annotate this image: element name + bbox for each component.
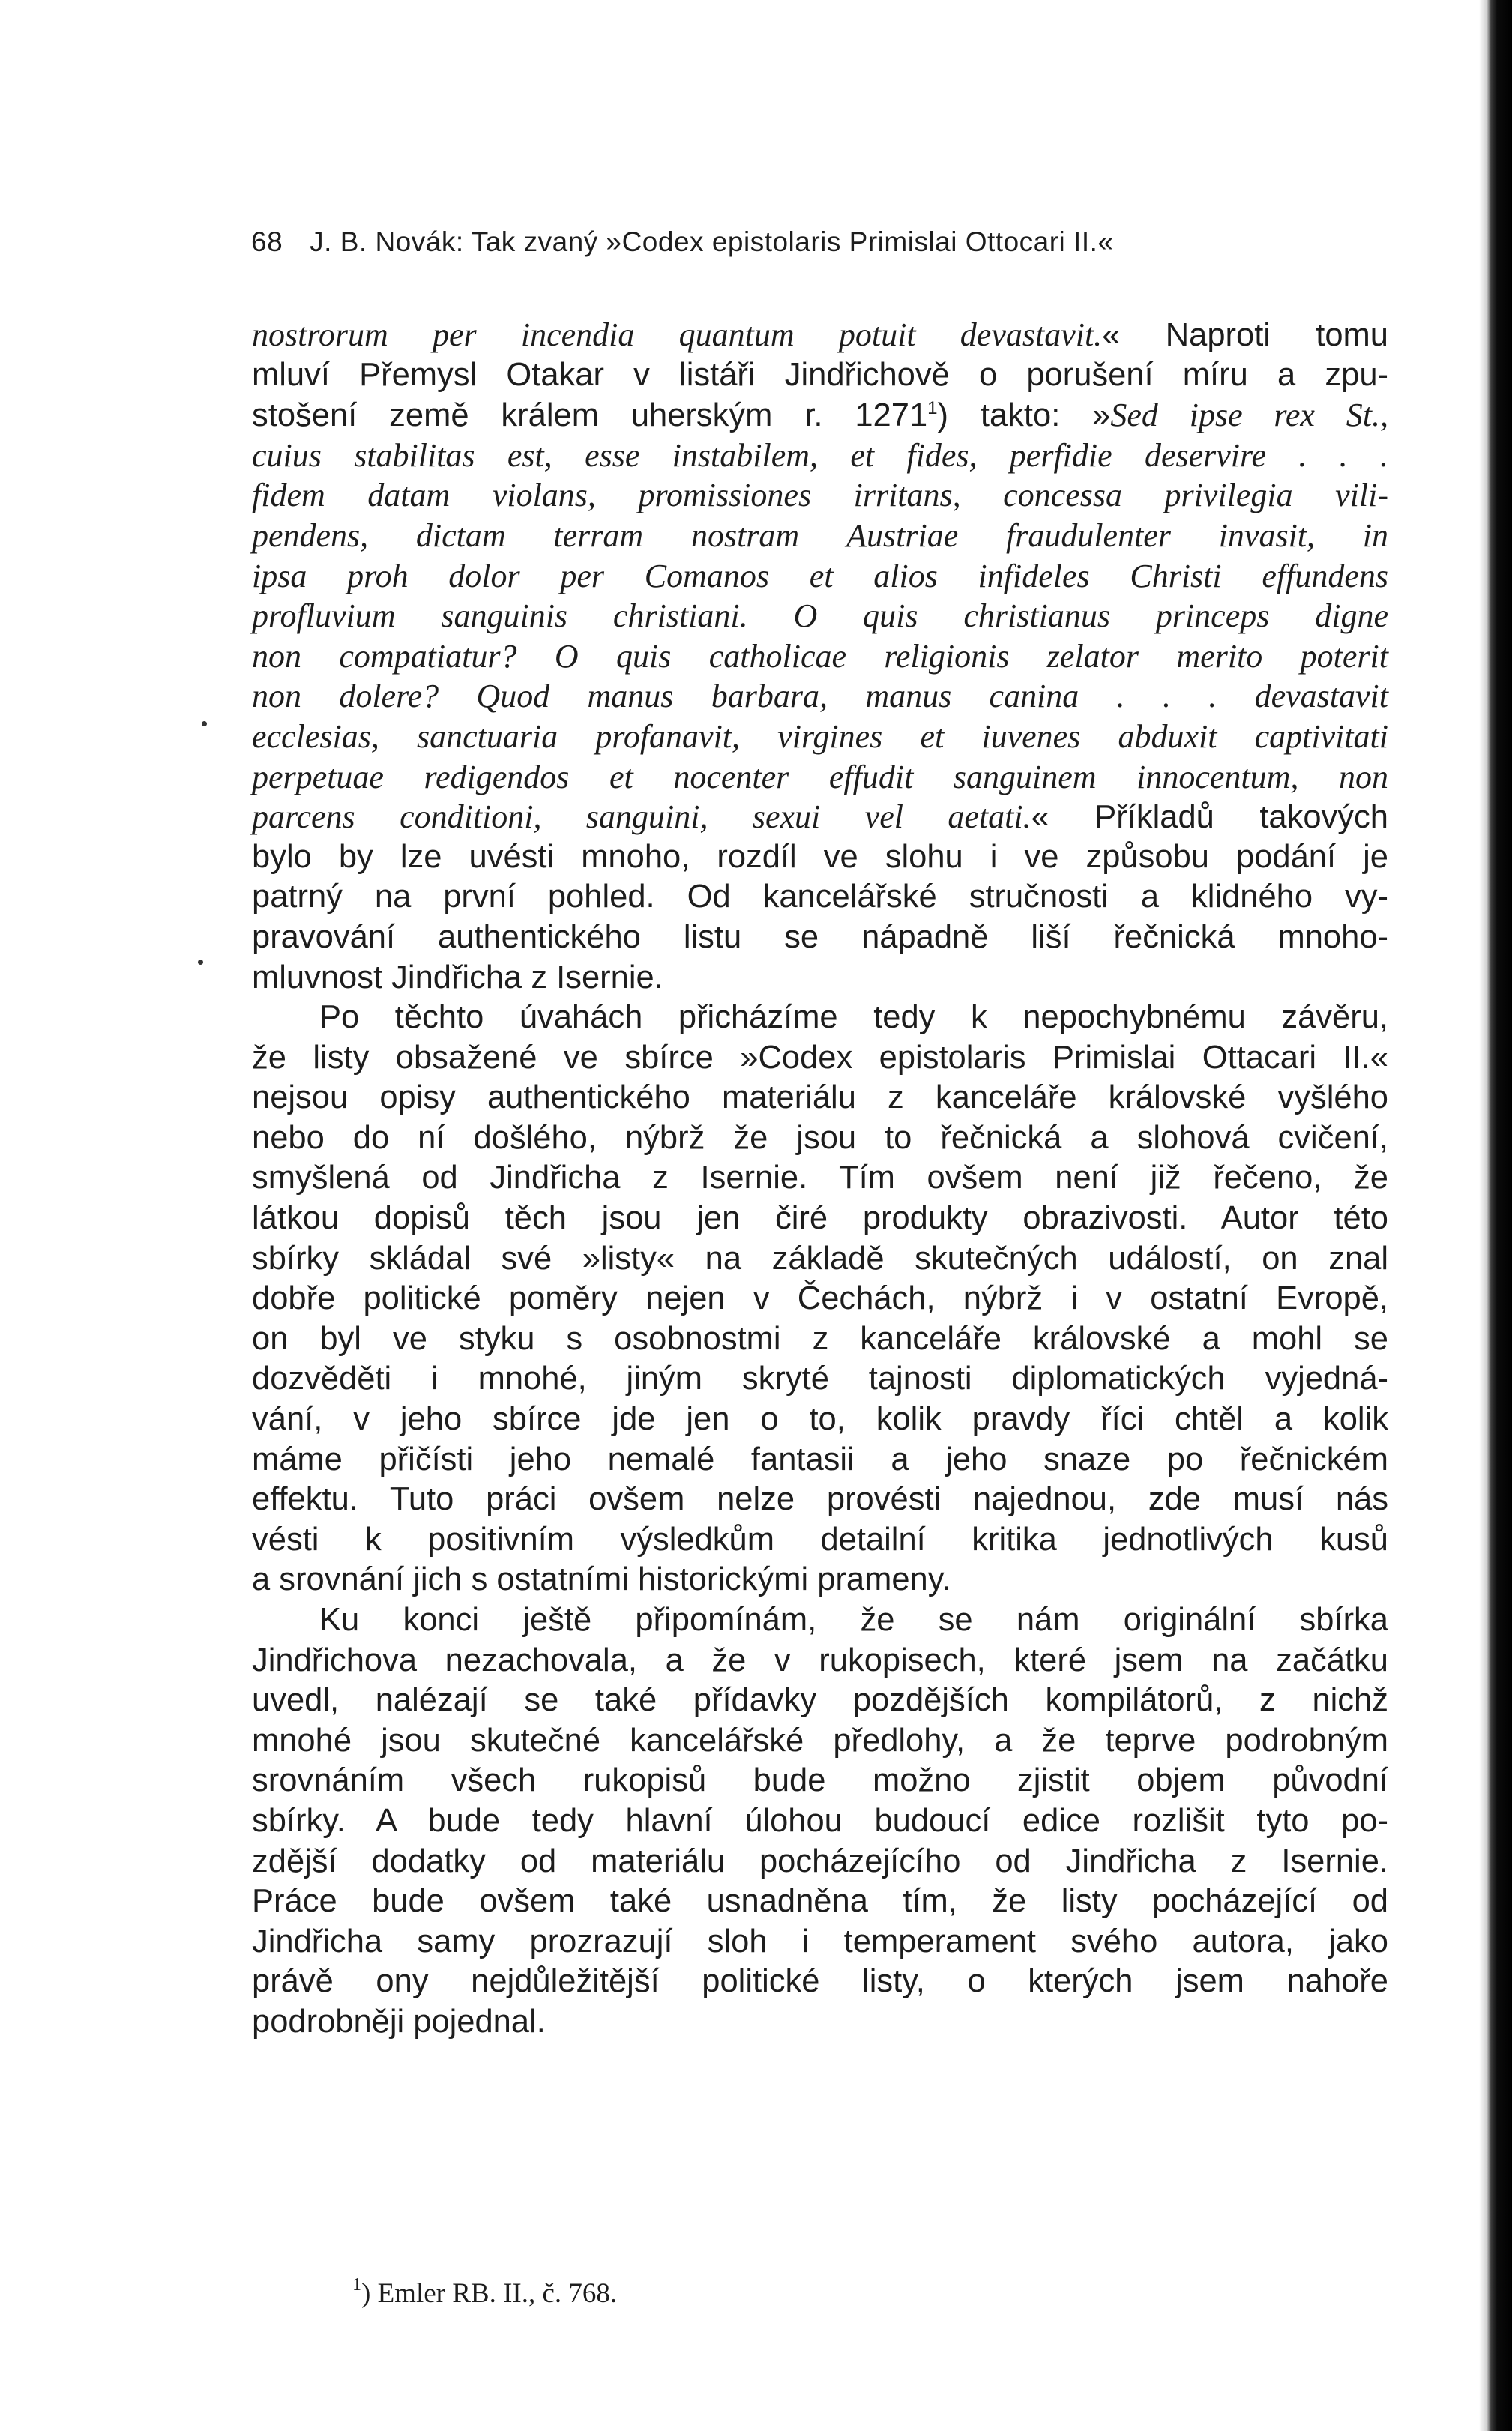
running-title: J. B. Novák: Tak zvaný »Codex epistolaris Primislai Ottocari II.« xyxy=(310,226,1114,257)
text-line xyxy=(252,918,1388,958)
latin-quote: Sed ipse rex St., xyxy=(1110,397,1388,434)
text-line xyxy=(252,1801,1388,1842)
text-segment: patrný na první pohled. Od kancelářské stručnosti a klidného vy- xyxy=(252,879,1388,915)
text-segment: nebo do ní došlého, nýbrž že jsou to řečnická a slohová cvičení, xyxy=(252,1119,1388,1156)
text-line xyxy=(252,1600,1388,1641)
latin-quote: perpetuae redigendos et nocenter effudit sanguinem innocentum, non xyxy=(252,758,1388,795)
text-line xyxy=(252,1641,1388,1681)
text-line xyxy=(252,1962,1388,2002)
text-line xyxy=(252,958,1388,998)
text-segment: Práce bude ovšem také usnadněna tím, že listy pocházející od xyxy=(252,1883,1388,1920)
latin-quote: pendens, dictam terram nostram Austriae fraudulenter invasit, in xyxy=(252,516,1388,554)
latin-quote: non compatiatur? O quis catholicae religionis zelator merito poterit xyxy=(252,637,1388,675)
text-line xyxy=(252,596,1388,636)
text-line xyxy=(252,556,1388,597)
text-line xyxy=(252,717,1388,757)
text-segment: a srovnání jich s ostatními historickými prameny. xyxy=(252,1561,951,1598)
scan-speck xyxy=(202,721,207,726)
text-line xyxy=(252,1158,1388,1199)
text-line xyxy=(252,1279,1388,1319)
footnote xyxy=(352,2277,617,2310)
text-line xyxy=(252,837,1388,878)
text-segment: uvedl, nalézají se také přídavky pozdějších kompilátorů, z nichž xyxy=(252,1682,1388,1719)
text-segment: nejsou opisy authentického materiálu z kanceláře královské vyšlého xyxy=(252,1079,1388,1116)
text-segment: dobře politické poměry nejen v Čechách, nýbrž i v ostatní Evropě, xyxy=(252,1280,1388,1317)
scan-border xyxy=(1487,0,1512,2431)
text-line xyxy=(252,1882,1388,1922)
text-segment: vésti k positivním výsledkům detailní kritika jednotlivých kusů xyxy=(252,1521,1388,1558)
scan-shadow xyxy=(1479,0,1487,2431)
text-segment: právě ony nejdůležitější politické listy, o kterých jsem nahoře xyxy=(252,1963,1388,2000)
text-segment: « Naproti tomu xyxy=(1102,317,1388,353)
scan-speck xyxy=(198,960,203,965)
text-line xyxy=(252,1842,1388,1882)
latin-quote: nostrorum per incendia quantum potuit devastavit. xyxy=(252,316,1103,353)
text-line xyxy=(252,475,1388,516)
text-line xyxy=(252,877,1388,918)
text-line xyxy=(252,1118,1388,1159)
text-segment: podrobněji pojednal. xyxy=(252,2003,546,2040)
page-number: 68 xyxy=(251,226,283,257)
text-segment: máme přičísti jeho nemalé fantasii a jeho snaze po řečnickém xyxy=(252,1441,1388,1477)
text-segment: mluví Přemysl Otakar v listáři Jindřichově o porušení míru a zpu- xyxy=(252,356,1388,393)
text-line xyxy=(252,1359,1388,1400)
text-line xyxy=(252,1922,1388,1962)
text-line xyxy=(252,1560,1388,1600)
text-segment: on byl ve styku s osobnostmi z kanceláře královské a mohl se xyxy=(252,1320,1388,1357)
text-segment: Jindřichova nezachovala, a že v rukopisech, které jsem na začátku xyxy=(252,1642,1388,1678)
text-segment: dozvěděti i mnohé, jiným skryté tajnosti diplomatických vyjedná- xyxy=(252,1361,1388,1397)
text-line xyxy=(252,1681,1388,1721)
running-header xyxy=(251,226,1338,258)
text-segment: mluvnost Jindřicha z Isernie. xyxy=(252,959,663,995)
text-line xyxy=(252,676,1388,717)
text-segment: látkou dopisů těch jsou jen čiré produkty obrazivosti. Autor této xyxy=(252,1200,1388,1237)
text-segment: že listy obsažené ve sbírce »Codex epistolaris Primislai Ottacari II.« xyxy=(252,1039,1388,1076)
footnote-marker: 1 xyxy=(352,2275,361,2295)
text-line xyxy=(252,436,1388,476)
text-segment: zdější dodatky od materiálu pocházejícího od Jindřicha z Isernie. xyxy=(252,1843,1388,1879)
text-line xyxy=(252,797,1388,837)
text-segment: bylo by lze uvésti mnoho, rozdíl ve slohu i ve způsobu podání je xyxy=(252,838,1388,875)
latin-quote: ipsa proh dolor per Comanos et alios infideles Christi effundens xyxy=(252,557,1388,594)
latin-quote: ecclesias, sanctuaria profanavit, virgines et iuvenes abduxit captivitati xyxy=(252,717,1388,755)
text-line xyxy=(252,2002,1388,2043)
text-segment: pravování authentického listu se nápadně liší řečnická mnoho- xyxy=(252,918,1388,955)
text-line xyxy=(252,1721,1388,1762)
text-segment: smyšlená od Jindřicha z Isernie. Tím ovšem není již řečeno, že xyxy=(252,1160,1388,1196)
text-segment: sbírky. A bude tedy hlavní úlohou budoucí edice rozlišit tyto po- xyxy=(252,1802,1388,1839)
text-line xyxy=(252,1520,1388,1561)
text-segment: Ku konci ještě připomínám, že se nám originální sbírka xyxy=(319,1602,1388,1638)
text-line xyxy=(252,516,1388,556)
text-segment: effektu. Tuto práci ovšem nelze provésti najednou, zde musí nás xyxy=(252,1481,1388,1518)
text-line xyxy=(252,998,1388,1038)
text-line xyxy=(252,355,1388,396)
text-line xyxy=(252,395,1388,436)
text-line xyxy=(252,1761,1388,1801)
body-text xyxy=(252,315,1388,2043)
footnote-ref: 1 xyxy=(927,398,938,419)
text-line xyxy=(252,1480,1388,1520)
latin-quote: parcens conditioni, sanguini, sexui vel aetati. xyxy=(252,798,1031,836)
text-line xyxy=(252,1239,1388,1280)
latin-quote: profluvium sanguinis christiani. O quis christianus princeps digne xyxy=(252,597,1388,635)
text-line xyxy=(252,636,1388,677)
latin-quote: non dolere? Quod manus barbara, manus canina . . . devastavit xyxy=(252,678,1388,715)
text-segment: stošení země králem uherským r. 1271 xyxy=(252,397,928,434)
text-line xyxy=(252,1078,1388,1118)
text-line xyxy=(252,757,1388,798)
text-line xyxy=(252,1199,1388,1239)
text-segment: Po těchto úvahách přicházíme tedy k nepochybnému závěru, xyxy=(319,999,1388,1036)
text-segment: sbírky skládal své »listy« na základě skutečných událostí, on znal xyxy=(252,1240,1388,1277)
text-segment: Jindřicha samy prozrazují sloh i temperament svého autora, jako xyxy=(252,1923,1388,1959)
text-segment: ) takto: » xyxy=(937,397,1111,434)
latin-quote: fidem datam violans, promissiones irritans, concessa privilegia vili- xyxy=(252,477,1388,514)
text-line xyxy=(252,1319,1388,1360)
text-line xyxy=(252,1038,1388,1079)
text-line xyxy=(252,315,1388,355)
footnote-text: ) Emler RB. II., č. 768. xyxy=(361,2278,618,2309)
text-segment: srovnáním všech rukopisů bude možno zjistit objem původní xyxy=(252,1762,1388,1799)
text-line xyxy=(252,1400,1388,1440)
text-segment: mnohé jsou skutečné kancelářské předlohy, a že teprve podrobným xyxy=(252,1722,1388,1759)
latin-quote: cuius stabilitas est, esse instabilem, et fides, perfidie deservire . . . xyxy=(252,436,1388,474)
text-segment: vání, v jeho sbírce jde jen o to, kolik pravdy říci chtěl a kolik xyxy=(252,1401,1388,1438)
text-segment: « Příkladů takových xyxy=(1031,799,1388,836)
text-line xyxy=(252,1440,1388,1480)
